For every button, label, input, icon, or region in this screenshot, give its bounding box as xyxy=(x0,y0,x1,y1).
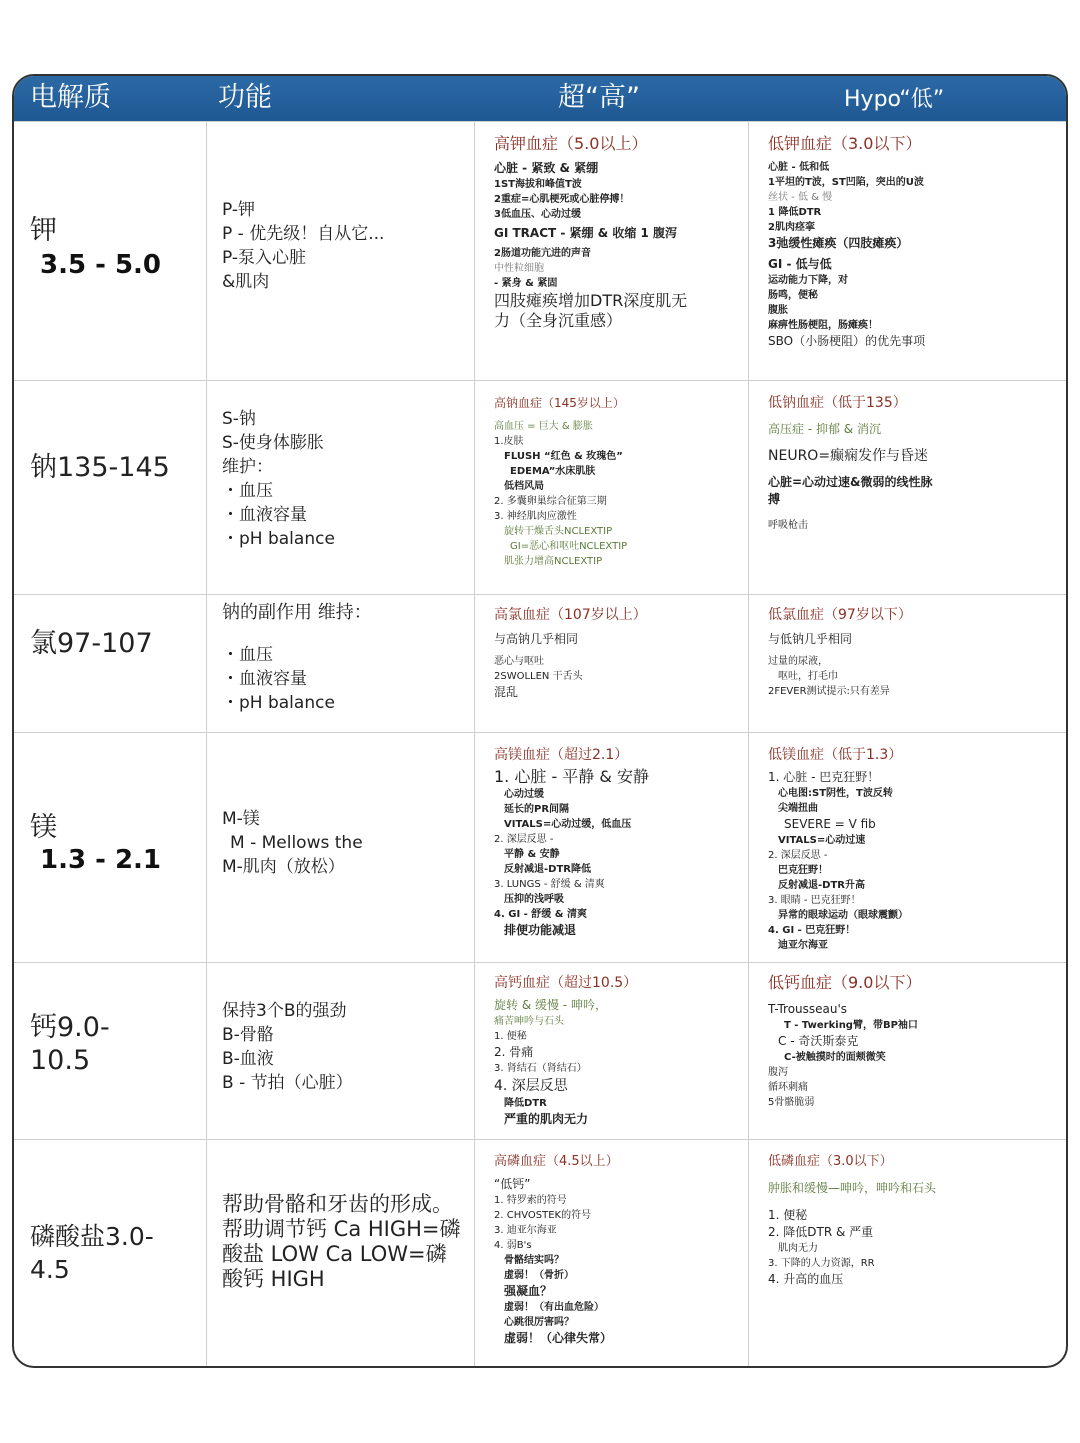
electrolyte-name: 镁 xyxy=(30,812,57,843)
high-line: FLUSH “红色 & 玫瑰色” xyxy=(504,451,623,462)
table-row-magnesium xyxy=(14,732,1066,963)
low-line: T-Trousseau's xyxy=(768,1002,848,1016)
function-line: ・血压 xyxy=(222,481,273,501)
table-row-phosphate xyxy=(14,1139,1066,1368)
function-line: 维护： xyxy=(222,457,273,477)
low-line: 心电图:ST阴性，T波反转 xyxy=(778,788,893,799)
function-cell xyxy=(206,595,474,733)
high-line: 3. 肾结石（肾结石） xyxy=(494,1063,587,1074)
low-line: 1. 便秘 xyxy=(768,1208,808,1222)
low-line: 心脏 - 低和低 xyxy=(768,162,830,173)
low-line: 巴克狂野！ xyxy=(778,865,828,876)
electrolyte-range: 3.5 - 5.0 xyxy=(40,250,162,280)
electrolyte-name: 钙9.0-10.5 xyxy=(30,1012,110,1076)
low-line: 4. 升高的血压 xyxy=(768,1272,844,1286)
high-cell xyxy=(474,381,748,595)
low-line: 1. 心脏 - 巴克狂野！ xyxy=(768,770,880,784)
function-cell xyxy=(206,381,474,595)
low-line: 丝状 - 低 & 慢 xyxy=(768,192,833,203)
low-line: C - 奇沃斯泰克 xyxy=(778,1034,859,1048)
high-line: GI=恶心和呕吐NCLEXTIP xyxy=(510,541,628,552)
low-line: 过量的尿液， xyxy=(768,656,828,667)
high-line: 1. 便秘 xyxy=(494,1031,527,1042)
electrolyte-cell xyxy=(14,122,206,381)
function-line: &肌肉 xyxy=(222,272,270,292)
low-line: 尖端扭曲 xyxy=(778,803,818,814)
high-line: 虚弱！（骨折） xyxy=(504,1270,574,1281)
high-line: 平静 & 安静 xyxy=(504,849,560,860)
high-title: 高钙血症（超过10.5） xyxy=(494,975,638,991)
function-line: 保持3个B的强劲 xyxy=(222,1001,347,1021)
low-line: 高压症 - 抑郁 & 消沉 xyxy=(768,422,881,436)
high-cell xyxy=(474,122,748,381)
high-line: 2. CHVOSTEK的符号 xyxy=(494,1210,592,1221)
table-row-sodium xyxy=(14,380,1066,595)
low-line: 循环刺痛 xyxy=(768,1082,808,1093)
electrolyte-range: 1.3 - 2.1 xyxy=(40,845,162,875)
header-function: 功能 xyxy=(218,82,272,113)
high-line: 降低DTR xyxy=(504,1098,547,1109)
high-line: 2SWOLLEN 干舌头 xyxy=(494,671,583,682)
table-row-chloride xyxy=(14,594,1066,733)
high-line: 2. 多囊卵巢综合征第三期 xyxy=(494,496,607,507)
high-line: 严重的肌肉无力 xyxy=(504,1112,589,1126)
high-line: VITALS=心动过缓，低血压 xyxy=(504,819,632,830)
low-line: 2. 降低DTR & 严重 xyxy=(768,1225,874,1239)
high-cell xyxy=(474,1140,748,1368)
column-divider xyxy=(206,121,207,1366)
low-line: 麻痹性肠梗阻，肠瘫痪！ xyxy=(768,320,878,331)
high-line: 2. 深层反思 - xyxy=(494,834,554,845)
function-line: M-肌肉（放松） xyxy=(222,857,345,877)
low-line: 肌肉无力 xyxy=(778,1243,818,1254)
electrolyte-cell xyxy=(14,1140,206,1368)
low-line: 腹胀 xyxy=(768,305,788,316)
low-line: 肿胀和缓慢—呻吟，呻吟和石头 xyxy=(768,1181,937,1195)
high-line: 1ST海拔和峰值T波 xyxy=(494,179,582,190)
high-line: 3. LUNGS - 舒缓 & 清爽 xyxy=(494,879,605,890)
high-line: - 紧身 & 紧固 xyxy=(494,278,558,289)
low-cell xyxy=(748,733,1068,963)
function-line: P - 优先级！自从它... xyxy=(222,224,385,244)
low-title: 低钾血症（3.0以下） xyxy=(768,134,922,153)
high-line: 四肢瘫痪增加DTR深度肌无力（全身沉重感） xyxy=(494,291,688,330)
high-line: 3. 迪亚尔海亚 xyxy=(494,1225,557,1236)
low-line: 异常的眼球运动（眼球震颤） xyxy=(778,910,908,921)
function-line: M - Mellows the xyxy=(230,833,363,853)
electrolyte-name: 氯97-107 xyxy=(30,628,153,659)
low-title: 低钙血症（9.0以下） xyxy=(768,973,922,992)
low-line: 心脏=心动过速&微弱的线性脉搏 xyxy=(768,475,933,506)
high-line: 排便功能减退 xyxy=(504,923,577,937)
high-line: 4. GI - 舒缓 & 清爽 xyxy=(494,909,587,920)
low-line: 腹泻 xyxy=(768,1067,788,1078)
high-line: 混乱 xyxy=(494,685,519,699)
function-line: B - 节拍（心脏） xyxy=(222,1073,353,1093)
low-cell xyxy=(748,963,1068,1140)
low-line: 反射减退-DTR升高 xyxy=(778,880,865,891)
high-line: 恶心与呕吐 xyxy=(494,656,544,667)
column-divider xyxy=(474,121,475,1366)
high-line: 肌张力增高NCLEXTIP xyxy=(504,556,603,567)
low-line: GI - 低与低 xyxy=(768,257,832,271)
low-line: 迪亚尔海亚 xyxy=(778,940,828,951)
low-line: 3. 眼睛 - 巴克狂野！ xyxy=(768,895,861,906)
function-line: P-泵入心脏 xyxy=(222,248,307,268)
low-line: 1 降低DTR xyxy=(768,207,822,218)
function-line: ・pH balance xyxy=(222,529,335,549)
high-line: 旋转 & 缓慢 - 呻吟， xyxy=(494,998,607,1012)
column-divider xyxy=(748,121,749,1366)
high-line: 高血压 = 巨大 & 膨胀 xyxy=(494,421,593,432)
high-line: 1.皮肤 xyxy=(494,436,524,447)
high-line: 骨骼结实吗？ xyxy=(504,1255,564,1266)
low-line: NEURO=癫痫发作与昏迷 xyxy=(768,448,929,464)
low-line: 2肌肉痉挛 xyxy=(768,222,815,233)
table-row-calcium xyxy=(14,962,1066,1140)
high-line: 3. 神经肌肉应激性 xyxy=(494,511,577,522)
low-line: 2. 深层反思 - xyxy=(768,850,828,861)
high-title: 高镁血症（超过2.1） xyxy=(494,747,629,763)
low-line: 肠鸣，便秘 xyxy=(768,290,818,301)
function-line: ・血液容量 xyxy=(222,505,307,525)
low-line: 3. 下降的人力资源，RR xyxy=(768,1258,875,1269)
high-line: 延长的PR间隔 xyxy=(504,804,570,815)
high-line: 1. 特罗索的符号 xyxy=(494,1195,567,1206)
high-cell xyxy=(474,733,748,963)
high-line: 2. 骨痛 xyxy=(494,1045,534,1059)
low-title: 低磷血症（3.0以下） xyxy=(768,1154,893,1169)
high-line: 与高钠几乎相同 xyxy=(494,632,579,646)
function-line: ・pH balance xyxy=(222,693,335,713)
high-title: 高钾血症（5.0以上） xyxy=(494,134,648,153)
low-line: 1平坦的T波，ST凹陷，突出的U波 xyxy=(768,177,924,188)
low-line: C-被触摸时的面颊微笑 xyxy=(784,1052,886,1063)
electrolyte-cell xyxy=(14,595,206,733)
high-line: 2重症=心肌梗死或心脏停搏！ xyxy=(494,194,630,205)
table-row-potassium xyxy=(14,121,1066,381)
high-line: 心动过缓 xyxy=(504,789,544,800)
low-line: SBO（小肠梗阻）的优先事项 xyxy=(768,334,926,348)
header-high: 超“高” xyxy=(558,82,640,113)
high-line: 旋转干燥舌头NCLEXTIP xyxy=(504,526,613,537)
electrolyte-cell xyxy=(14,963,206,1140)
low-line: VITALS=心动过速 xyxy=(778,835,866,846)
low-line: 4. GI - 巴克狂野！ xyxy=(768,925,856,936)
low-line: 3弛缓性瘫痪（四肢瘫痪） xyxy=(768,236,909,250)
high-line: 中性粒细胞 xyxy=(494,263,544,274)
low-cell xyxy=(748,1140,1068,1368)
low-line: 呼吸枪击 xyxy=(768,520,808,531)
low-cell xyxy=(748,122,1068,381)
function-line: S-钠 xyxy=(222,409,256,429)
high-line: 虚弱！（心律失常） xyxy=(504,1331,613,1345)
high-line: 虚弱！（有出血危险） xyxy=(504,1302,604,1313)
low-title: 低钠血症（低于135） xyxy=(768,395,907,411)
high-line: 4. 深层反思 xyxy=(494,1078,568,1094)
electrolyte-table xyxy=(12,74,1068,1368)
low-line: T - Twerking臂，带BP袖口 xyxy=(784,1020,918,1031)
high-line: 4. 弱B's xyxy=(494,1240,532,1251)
electrolyte-name: 钾 xyxy=(30,215,57,246)
low-line: 5骨骼脆弱 xyxy=(768,1097,815,1108)
function-line: M-镁 xyxy=(222,809,260,829)
electrolyte-name: 磷酸盐3.0-4.5 xyxy=(30,1222,154,1284)
function-line: 钠的副作用 维持： xyxy=(222,602,372,623)
high-line: 强凝血？ xyxy=(504,1284,553,1298)
low-cell xyxy=(748,595,1068,733)
function-line: B-血液 xyxy=(222,1049,274,1069)
low-line: 2FEVER测试提示:只有差异 xyxy=(768,686,890,697)
function-cell xyxy=(206,122,474,381)
function-cell xyxy=(206,963,474,1140)
function-line: ・血压 xyxy=(222,645,273,665)
electrolyte-cell xyxy=(14,381,206,595)
high-line: GI TRACT - 紧绷 & 收缩 1 腹泻 xyxy=(494,226,678,240)
header-electrolyte: 电解质 xyxy=(30,82,111,113)
high-line: “低钙” xyxy=(494,1177,531,1191)
function-line: ・血液容量 xyxy=(222,669,307,689)
high-line: 反射减退-DTR降低 xyxy=(504,864,591,875)
low-cell xyxy=(748,381,1068,595)
high-line: 2肠道功能亢进的声音 xyxy=(494,248,591,259)
function-line: B-骨骼 xyxy=(222,1025,274,1045)
high-cell xyxy=(474,595,748,733)
high-line: 1. 心脏 - 平静 & 安静 xyxy=(494,767,649,786)
low-line: SEVERE = V fib xyxy=(784,817,876,831)
function-cell xyxy=(206,733,474,963)
high-line: 3低血压、心动过缓 xyxy=(494,209,581,220)
high-line: 压抑的浅呼吸 xyxy=(504,894,564,905)
high-line: 低档风局 xyxy=(504,481,544,492)
low-line: 运动能力下降，对 xyxy=(768,275,848,286)
electrolyte-name: 钠135-145 xyxy=(30,452,170,483)
high-title: 高磷血症（4.5以上） xyxy=(494,1154,619,1169)
high-cell xyxy=(474,963,748,1140)
electrolyte-cell xyxy=(14,733,206,963)
header-low: Hypo“低” xyxy=(844,87,945,112)
high-line: 痛苦呻吟与石头 xyxy=(494,1016,564,1027)
high-line: 心跳很厉害吗？ xyxy=(504,1317,574,1328)
high-line: 心脏 - 紧致 & 紧绷 xyxy=(494,161,599,175)
function-line: S-使身体膨胀 xyxy=(222,433,324,453)
low-title: 低氯血症（97岁以下） xyxy=(768,607,912,623)
low-line: 与低钠几乎相同 xyxy=(768,632,853,646)
low-title: 低镁血症（低于1.3） xyxy=(768,747,903,763)
table-header xyxy=(14,76,1066,121)
function-line: 帮助骨骼和牙齿的形成。帮助调节钙 Ca HIGH=磷酸盐 LOW Ca LOW=磷酸钙 HIGH xyxy=(222,1192,461,1291)
high-line: EDEMA”水床肌肤 xyxy=(510,466,596,477)
low-line: 呕吐，打毛巾 xyxy=(778,671,838,682)
high-title: 高氯血症（107岁以上） xyxy=(494,607,647,623)
function-line: P-钾 xyxy=(222,200,256,220)
function-cell xyxy=(206,1140,474,1368)
high-title: 高钠血症（145岁以上） xyxy=(494,396,625,410)
